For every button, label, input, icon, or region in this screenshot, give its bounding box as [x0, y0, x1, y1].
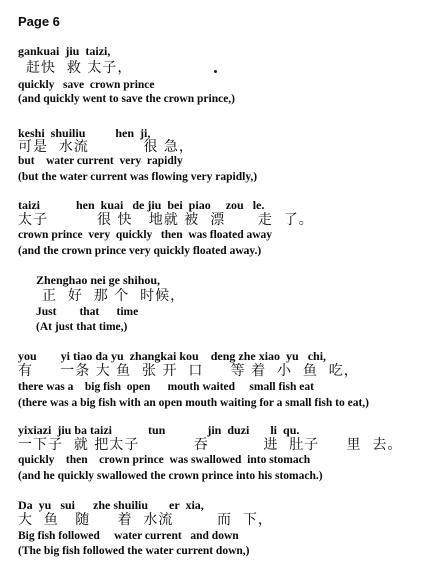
- stanza-1-translation: (and quickly went to save the crown prince,): [18, 93, 236, 105]
- stanza-2-pinyin: keshi shuiliu hen ji,: [18, 126, 151, 140]
- stanza-1-hanzi: 赶快 救 太子，: [26, 60, 133, 76]
- stanza-3-hanzi: 太子 很 快 地就 被 漂 走 了。: [18, 212, 314, 228]
- stanza-4-translation: (At just that time,): [36, 321, 128, 333]
- stanza-7-gloss: Big fish followed water current and down: [18, 530, 239, 542]
- stanza-1-pinyin: gankuai jiu taizi,: [18, 44, 111, 58]
- stanza-7-translation: (The big fish followed the water current down,): [18, 545, 250, 557]
- page-number: Page 6: [18, 14, 60, 29]
- stray-dot-mark: [214, 70, 217, 73]
- stanza-3-translation: (and the crown prince very quickly floated away.): [18, 245, 262, 257]
- stanza-5-gloss: there was a big fish open mouth waited small fish eat: [18, 381, 314, 393]
- stanza-6-pinyin: yixiazi jiu ba taizi tun jin duzi li qu.: [18, 423, 300, 437]
- stanza-5-hanzi: 有 一条 大 鱼 张 开 口 等 着 小 鱼 吃，: [18, 363, 359, 379]
- stanza-5-pinyin: you yi tiao da yu zhangkai kou deng zhe xiao yu chi,: [18, 349, 327, 363]
- stanza-2-gloss: but water current very rapidly: [18, 155, 183, 167]
- stanza-2-hanzi: 可是 水流 很 急，: [18, 139, 194, 155]
- stanza-4-hanzi: 正 好 那 个 时候，: [42, 288, 186, 304]
- stanza-7-pinyin: Da yu sui zhe shuiliu er xia,: [18, 498, 204, 512]
- stanza-2-translation: (but the water current was flowing very rapidly,): [18, 171, 258, 183]
- stanza-3-pinyin: taizi hen kuai de jiu bei piao zou le.: [18, 198, 265, 212]
- stanza-6-hanzi: 一下子 就 把太子 吞 进 肚子 里 去。: [18, 437, 403, 453]
- stanza-4-gloss: Just that time: [36, 306, 139, 318]
- stanza-7-hanzi: 大 鱼 随 着 水流 而 下，: [18, 512, 273, 528]
- stanza-1-gloss: quickly save crown prince: [18, 79, 155, 91]
- stanza-5-translation: (there was a big fish with an open mouth waiting for a small fish to eat,): [18, 397, 369, 409]
- stanza-3-gloss: crown prince very quickly then was floated away: [18, 229, 273, 241]
- stanza-6-gloss: quickly then crown prince was swallowed into stomach: [18, 454, 311, 466]
- stanza-6-translation: (and he quickly swallowed the crown prince into his stomach.): [18, 470, 323, 482]
- stanza-4-pinyin: Zhenghao nei ge shihou,: [36, 273, 161, 287]
